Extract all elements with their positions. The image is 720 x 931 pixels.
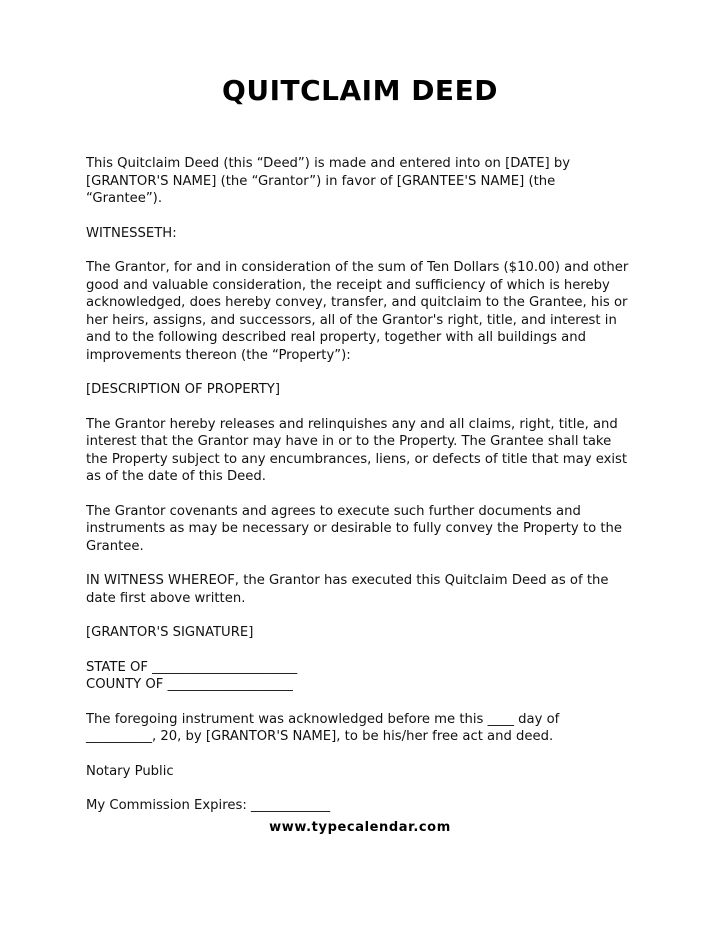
paragraph-release: The Grantor hereby releases and relinquishes any and all claims, right, title, and interest that the Grantor may have in or to the Property. The Grantee shall take the Property subject to any encumbrances, liens, or defects of title that may exist as of the date of this Deed. [86, 416, 628, 484]
page-title: QUITCLAIM DEED [222, 74, 498, 107]
paragraph-in-witness-whereof: IN WITNESS WHEREOF, the Grantor has executed this Quitclaim Deed as of the date first above written. [86, 573, 609, 606]
county-of-line: COUNTY OF ___________________ [86, 677, 293, 692]
paragraph-covenants: The Grantor covenants and agrees to execute such further documents and instruments as may be necessary or desirable to fully convey the Property to the Grantee. [86, 503, 623, 554]
paragraph-witnesseth: WITNESSETH: [86, 225, 177, 241]
notary-public-label: Notary Public [86, 763, 174, 779]
paragraph-intro: This Quitclaim Deed (this “Deed”) is made and entered into on [DATE] by [GRANTOR'S NAME] (the “Grantor”) in favor of [GRANTEE'S NAME] (the “Grantee”). [86, 156, 571, 206]
paragraph-property-description: [DESCRIPTION OF PROPERTY] [86, 382, 280, 397]
commission-expires-line: My Commission Expires: ____________ [86, 798, 331, 813]
footer-website: www.typecalendar.com [269, 820, 451, 835]
acknowledgment-paragraph: The foregoing instrument was acknowledged before me this ____ day of __________, 20, by [GRANTOR'S NAME], to be his/her free act and deed. [86, 711, 560, 744]
grantor-signature-line: [GRANTOR'S SIGNATURE] [86, 625, 254, 640]
document-body [86, 155, 630, 832]
paragraph-consideration: The Grantor, for and in consideration of the sum of Ten Dollars ($10.00) and other good and valuable consideration, the receipt and sufficiency of which is hereby acknowledged, does hereby convey, transfer, and quitclaim to the Grantee, his or her heirs, assigns, and successors, all of the Grantor's right, title, and interest in and to the following described real property, together with all buildings and improvements thereon (the “Property”): [86, 260, 629, 363]
state-of-line: STATE OF ______________________ [86, 659, 298, 675]
